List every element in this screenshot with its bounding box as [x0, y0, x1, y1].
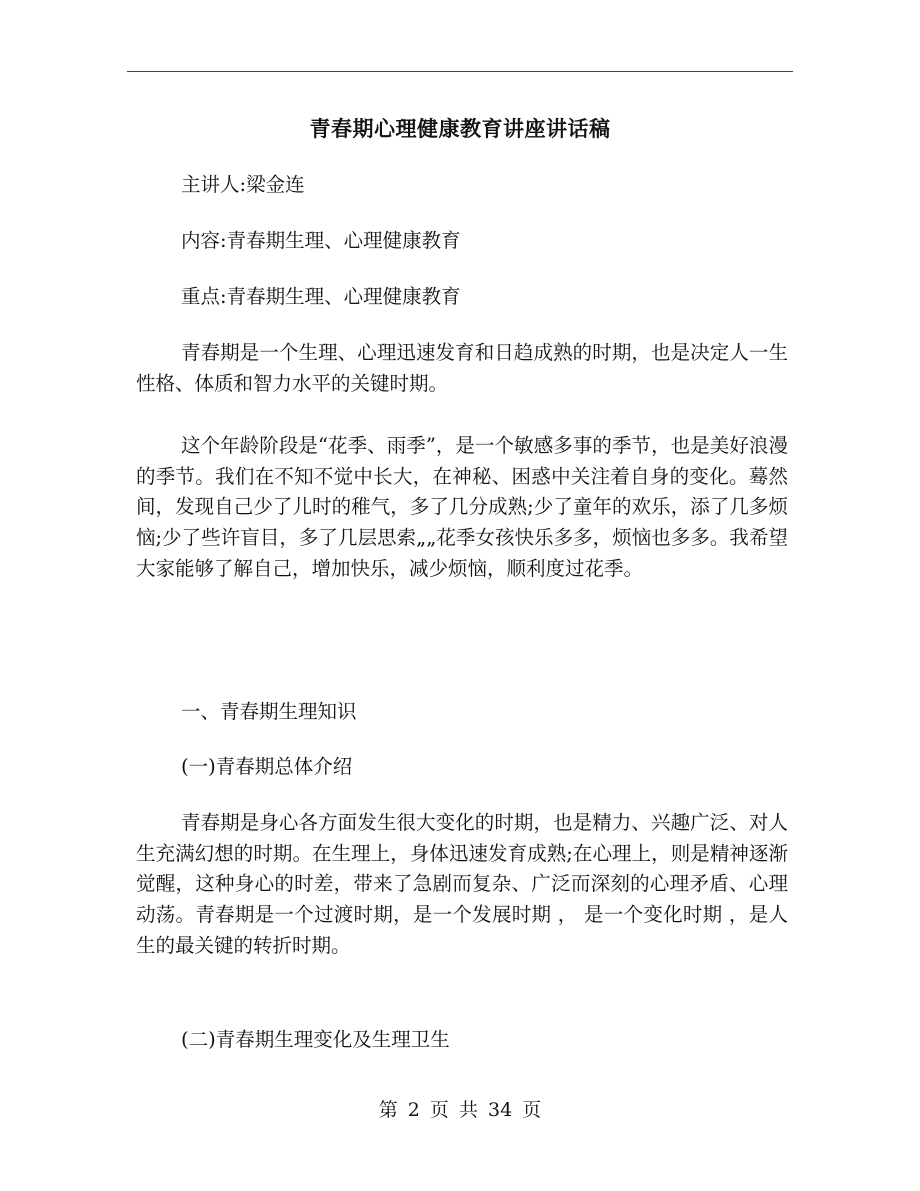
- header-rule: [127, 71, 793, 72]
- paragraph-overview: 青春期是身心各方面发生很大变化的时期，也是精力、兴趣广泛、对人生充满幻想的时期。在生理上，身体迅速发育成熟;在心理上，则是精神逐渐觉醒，这种身心的时差，带来了急剧而复杂、广泛而深刻的心理矛盾、心理动荡。青春期是一个过渡时期，是一个发展时期 ， 是一个变化时期 ，是人 生的最关键的转折时期。: [136, 811, 788, 957]
- section-heading-1: 一、青春期生理知识: [181, 700, 357, 723]
- document-title: 青春期心理健康教育讲座讲话稿: [309, 116, 611, 141]
- paragraph-flower-season: 这个年龄阶段是“花季、雨季”，是一个敏感多事的季节，也是美好浪漫的季节。我们在不知不觉中长大，在神秘、困惑中关注着自身的变化。蓦然间，发现自己少了儿时的稚气，多了几分成熟;少了童年的欢乐，添了几多烦恼;少了些许盲目，多了几层思索„„花季女孩快乐多多，烦恼也多多。我希望大家能够了解自己，增加快乐，减少烦恼，顺利度过花季。: [136, 434, 788, 580]
- paragraph-speaker: 主讲人:梁金连: [181, 173, 305, 196]
- paragraph-intro: 青春期是一个生理、心理迅速发育和日趋成熟的时期，也是决定人一生性格、体质和智力水平的关键时期。: [136, 341, 788, 395]
- subsection-heading-1: (一)青春期总体介绍: [181, 755, 353, 778]
- subsection-heading-2: (二)青春期生理变化及生理卫生: [181, 1028, 450, 1051]
- page-number-footer: 第 2 页 共 34 页: [378, 1099, 542, 1121]
- paragraph-content: 内容:青春期生理、心理健康教育: [181, 229, 461, 252]
- paragraph-focus: 重点:青春期生理、心理健康教育: [181, 285, 461, 308]
